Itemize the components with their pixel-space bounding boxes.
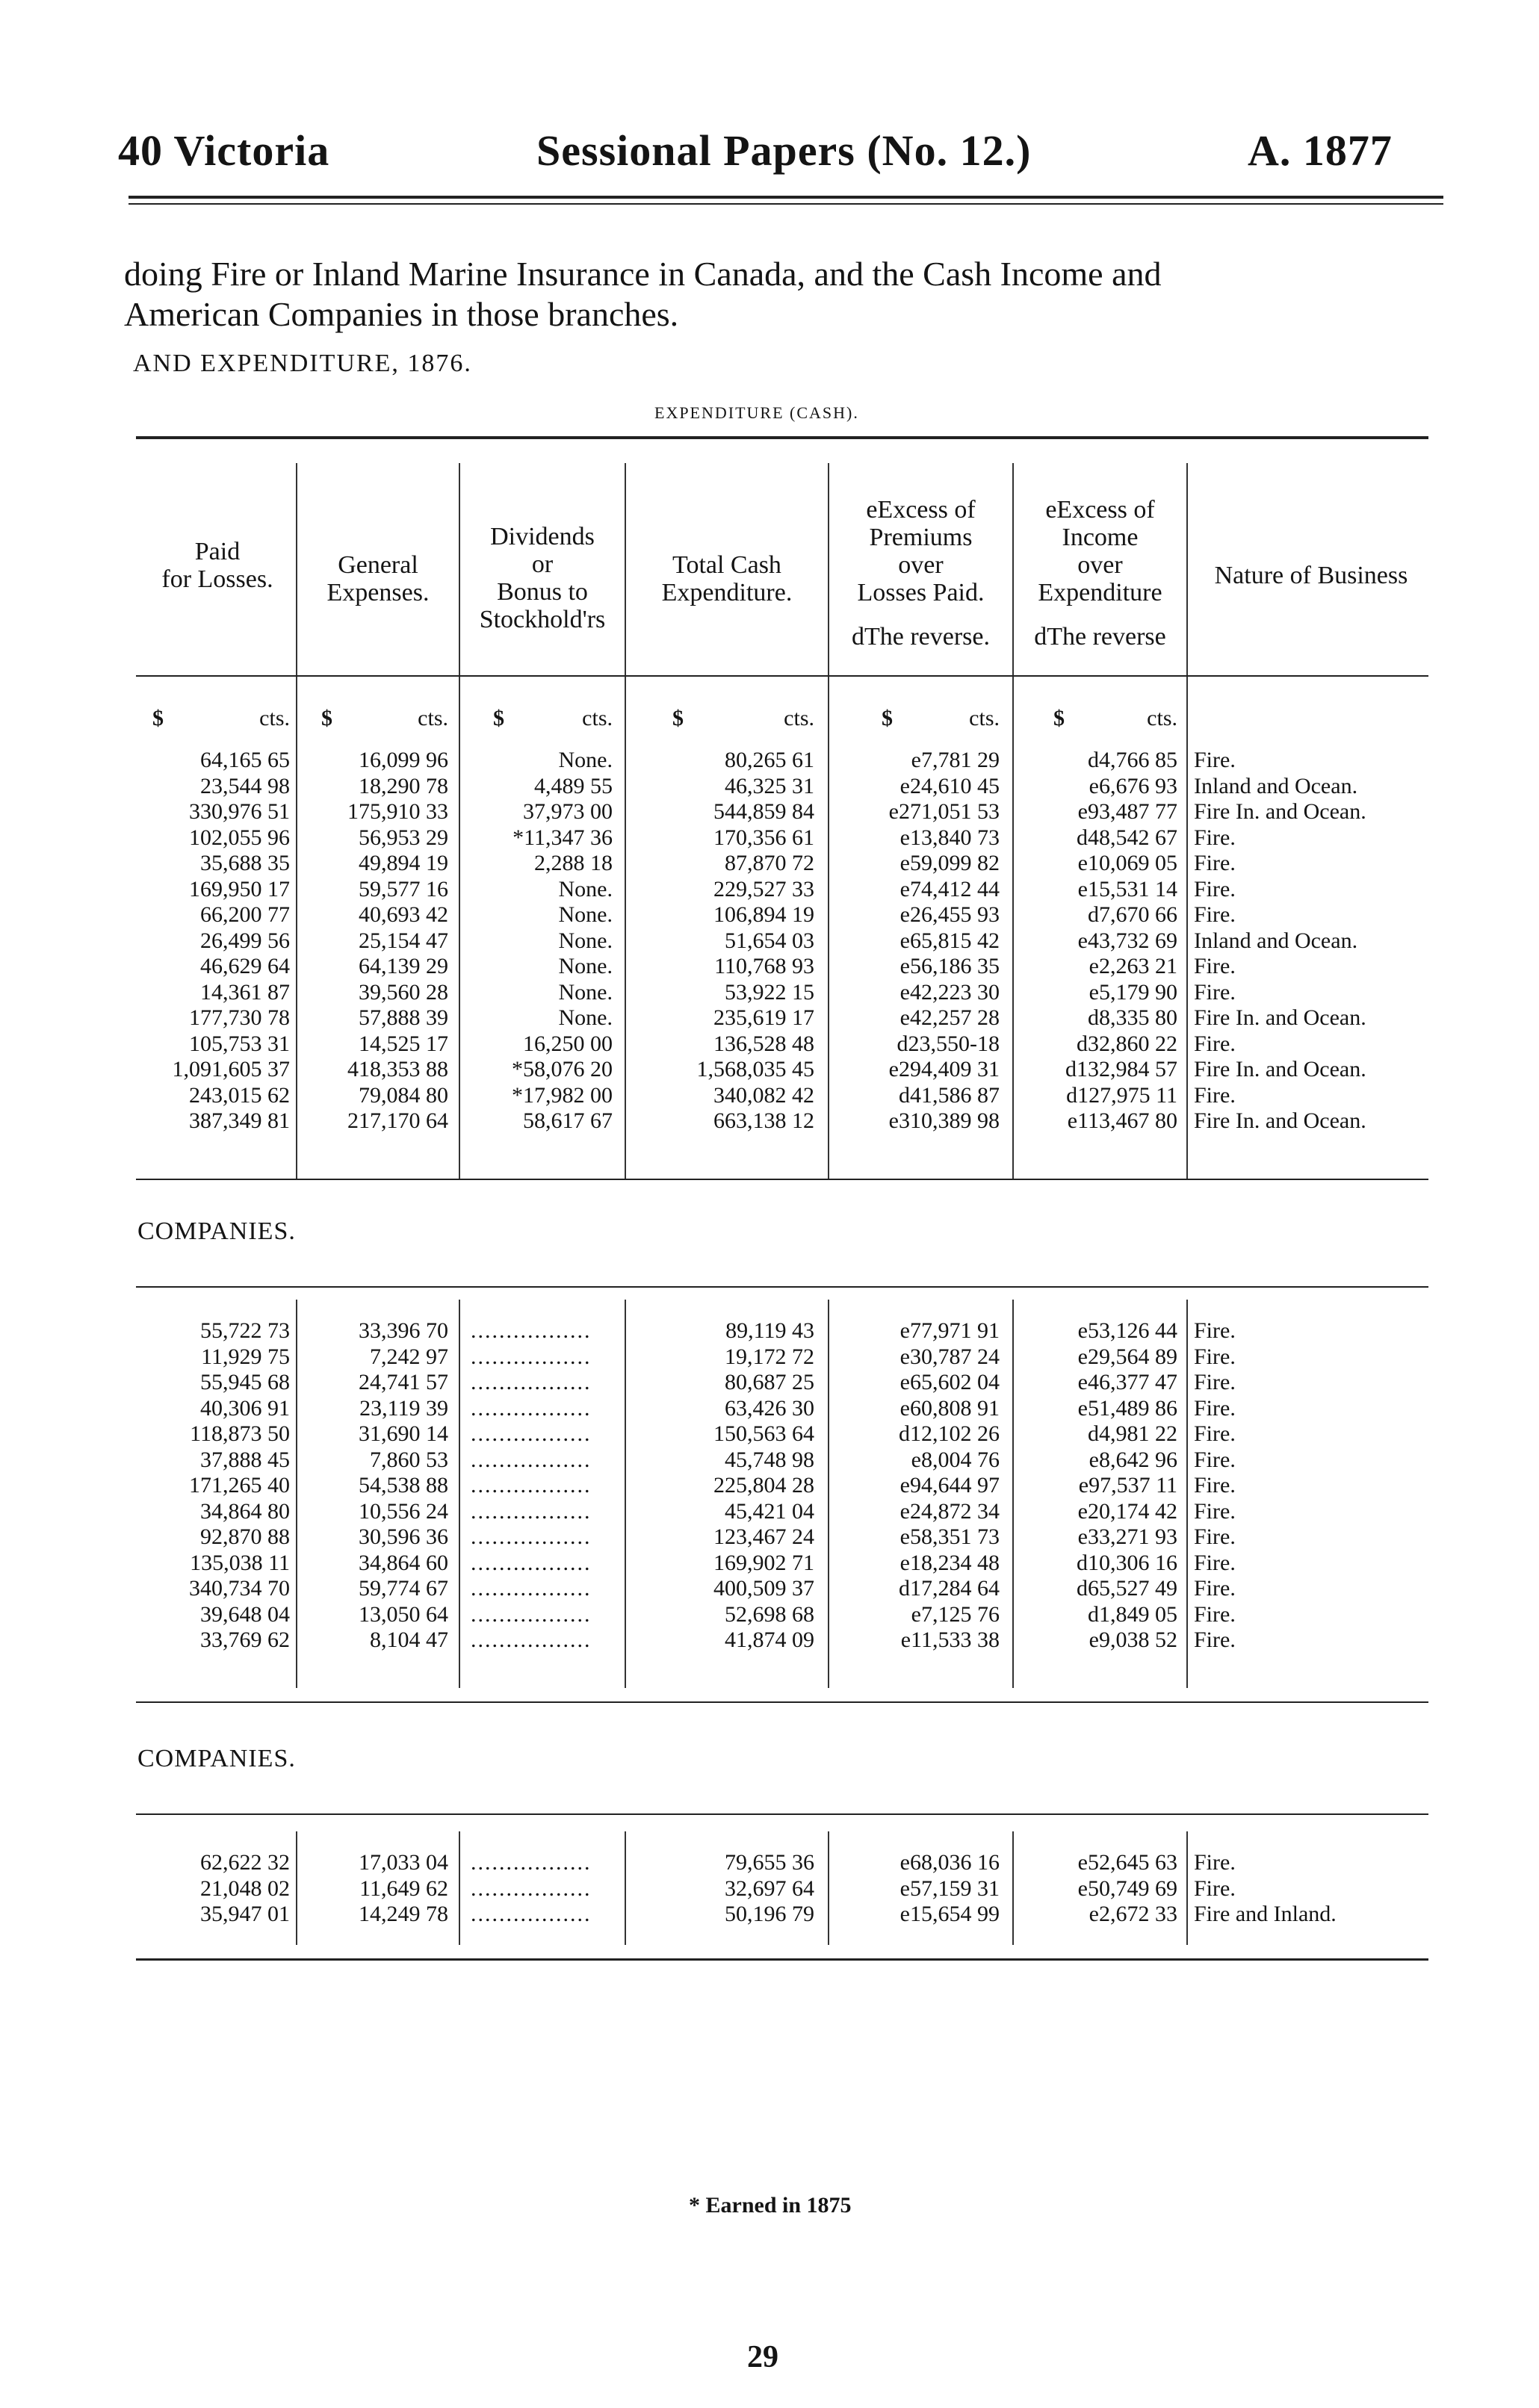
table-cell: Fire.	[1194, 851, 1236, 875]
table-cell: 31,690 14	[359, 1421, 448, 1446]
col-header-text: Premiums	[869, 524, 973, 551]
col-divider-4	[828, 1831, 829, 1945]
table-cell: 330,976 51	[189, 799, 290, 824]
unit-dollar: $	[1053, 706, 1065, 730]
table-cell: 55,722 73	[200, 1318, 290, 1343]
table-cell: 14,249 78	[359, 1902, 448, 1926]
dotted-leader: .................	[471, 1421, 592, 1446]
section-subtitle: AND EXPENDITURE, 1876.	[133, 350, 472, 377]
table-cell: Fire.	[1194, 1370, 1236, 1394]
dotted-leader: .................	[471, 1498, 592, 1524]
table-cell: d17,284 64	[899, 1576, 1000, 1601]
table-cell: 33,396 70	[359, 1318, 448, 1343]
table-cell: 30,596 36	[359, 1524, 448, 1549]
table-cell: 37,888 45	[200, 1447, 290, 1472]
table-cell: 10,556 24	[359, 1498, 448, 1524]
table-cell: 1,091,605 37	[172, 1057, 290, 1082]
table-cell: 59,774 67	[359, 1576, 448, 1601]
table-cell: Fire.	[1194, 1421, 1236, 1446]
table-cell: 17,033 04	[359, 1850, 448, 1875]
table-cell: d65,527 49	[1077, 1576, 1177, 1601]
dotted-leader: .................	[471, 1850, 592, 1875]
table-cell: Fire In. and Ocean.	[1194, 1057, 1366, 1082]
table-cell: Fire.	[1194, 1395, 1236, 1421]
table-cell: e7,125 76	[911, 1601, 1000, 1627]
col-header-text: or	[531, 550, 554, 578]
col-divider-4	[828, 1300, 829, 1688]
table-cell: e11,533 38	[900, 1627, 1000, 1652]
dotted-leader: .................	[471, 1601, 592, 1627]
table-cell: 59,577 16	[359, 876, 448, 902]
col-header-total-cash	[626, 551, 828, 606]
table-cell: e8,642 96	[1089, 1447, 1177, 1472]
table-cell: e93,487 77	[1077, 799, 1177, 824]
table-cell: 18,290 78	[359, 773, 448, 798]
table-cell: e6,676 93	[1089, 773, 1177, 798]
dotted-leader: .................	[471, 1576, 592, 1601]
table-cell: 19,172 72	[725, 1344, 814, 1369]
table-cell: None.	[558, 1005, 613, 1030]
table-cell: *11,347 36	[513, 825, 613, 850]
col-header-text: eExcess of	[866, 496, 976, 524]
col-divider-6	[1186, 1831, 1188, 1945]
table-cell: 32,697 64	[725, 1875, 814, 1901]
col-header-paid-losses	[139, 538, 296, 593]
table-cell: e26,455 93	[899, 902, 1000, 927]
table-cell: d48,542 67	[1077, 825, 1177, 850]
col-header-nature	[1188, 562, 1434, 589]
unit-dollar: $	[152, 706, 164, 730]
col-header-text: over	[898, 551, 944, 579]
intro-line-2: American Companies in those branches.	[124, 295, 679, 333]
col-divider-1	[296, 1300, 297, 1688]
table-cell: Fire.	[1194, 902, 1236, 927]
table-cell: e9,038 52	[1089, 1627, 1177, 1652]
col-header-text: Total Cash	[672, 551, 781, 579]
table-cell: 26,499 56	[200, 928, 290, 953]
table-cell: *58,076 20	[512, 1057, 613, 1082]
table-cell: e310,389 98	[888, 1108, 1000, 1133]
col-header-text: Paid	[194, 538, 241, 565]
table-cell: 110,768 93	[714, 954, 814, 978]
col-header-text: eExcess of	[1045, 496, 1155, 524]
col-divider-2	[459, 1831, 460, 1945]
table-cell: 177,730 78	[189, 1005, 290, 1030]
col-header-text: over	[1077, 551, 1123, 579]
table-cell: Fire.	[1194, 1524, 1236, 1549]
table-cell: e5,179 90	[1089, 979, 1177, 1005]
table-cell: 21,048 02	[200, 1875, 290, 1901]
table-cell: e24,610 45	[899, 773, 1000, 798]
col-header-text: Stockhold'rs	[479, 606, 606, 633]
table-cell: d4,766 85	[1088, 748, 1177, 772]
col-header-text: Expenditure	[1038, 579, 1162, 606]
table-cell: 80,687 25	[725, 1370, 814, 1394]
table-cell: 37,973 00	[523, 799, 613, 824]
unit-dollar: $	[672, 706, 684, 730]
table-cell: Fire.	[1194, 748, 1236, 772]
header-divider-rule	[136, 675, 1428, 677]
table-cell: 92,870 88	[200, 1524, 290, 1549]
dotted-leader: .................	[471, 1902, 592, 1926]
table-cell: e60,808 91	[899, 1395, 1000, 1421]
table-cell: 136,528 48	[713, 1031, 814, 1056]
table-cell: 11,929 75	[201, 1344, 290, 1369]
table-cell: 80,265 61	[725, 748, 814, 772]
table-cell: e15,531 14	[1077, 876, 1177, 902]
table-cell: e7,781 29	[911, 748, 1000, 772]
table-cell: e30,787 24	[899, 1344, 1000, 1369]
table-cell: Fire.	[1194, 1627, 1236, 1652]
table-cell: e65,815 42	[899, 928, 1000, 953]
unit-dollar: $	[882, 706, 893, 730]
section-1-bottom-rule	[136, 1179, 1428, 1180]
table-cell: Fire.	[1194, 954, 1236, 978]
col-divider-5	[1012, 1831, 1014, 1945]
table-cell: Inland and Ocean.	[1194, 773, 1358, 798]
table-cell: 150,563 64	[713, 1421, 814, 1446]
table-cell: 58,617 67	[523, 1108, 613, 1133]
table-cell: e59,099 82	[899, 851, 1000, 875]
section-3-label: COMPANIES.	[137, 1745, 296, 1772]
table-cell: 50,196 79	[725, 1902, 814, 1926]
table-cell: Fire.	[1194, 825, 1236, 850]
table-cell: e24,872 34	[899, 1498, 1000, 1524]
table-cell: e57,159 31	[899, 1875, 1000, 1901]
table-cell: 35,947 01	[200, 1902, 290, 1926]
col-header-text: Dividends	[490, 523, 595, 550]
table-cell: 23,544 98	[200, 773, 290, 798]
col-divider-2	[459, 1300, 460, 1688]
table-cell: Fire.	[1194, 876, 1236, 902]
table-cell: 34,864 60	[359, 1550, 448, 1575]
table-cell: 79,655 36	[725, 1850, 814, 1875]
col-divider-3	[625, 1831, 626, 1945]
section-2-top-rule	[136, 1286, 1428, 1288]
col-header-text: for Losses.	[161, 565, 273, 593]
table-cell: e58,351 73	[899, 1524, 1000, 1549]
table-top-rule	[136, 436, 1428, 439]
table-cell: 14,525 17	[359, 1031, 448, 1056]
table-cell: Fire and Inland.	[1194, 1902, 1337, 1926]
unit-cents: cts.	[418, 706, 448, 730]
table-cell: 49,894 19	[359, 851, 448, 875]
table-cell: 16,250 00	[523, 1031, 613, 1056]
table-cell: 57,888 39	[359, 1005, 448, 1030]
dotted-leader: .................	[471, 1524, 592, 1549]
unit-dollar: $	[493, 706, 504, 730]
col-header-text: dThe reverse.	[851, 623, 990, 651]
table-cell: 105,753 31	[189, 1031, 290, 1056]
table-cell: 225,804 28	[713, 1473, 814, 1498]
table-cell: 7,860 53	[370, 1447, 448, 1472]
col-header-text: Expenses.	[326, 579, 430, 606]
table-cell: e15,654 99	[899, 1902, 1000, 1926]
col-divider-1	[296, 1831, 297, 1945]
table-cell: e2,263 21	[1089, 954, 1177, 978]
table-cell: e53,126 44	[1077, 1318, 1177, 1343]
header-left: 40 Victoria	[118, 126, 330, 175]
table-cell: 243,015 62	[189, 1082, 290, 1108]
table-cell: 123,467 24	[713, 1524, 814, 1549]
table-cell: Fire.	[1194, 1601, 1236, 1627]
table-cell: Fire.	[1194, 1473, 1236, 1498]
table-cell: 387,349 81	[189, 1108, 290, 1133]
table-cell: Fire.	[1194, 1550, 1236, 1575]
table-cell: 53,922 15	[725, 979, 814, 1005]
table-cell: 106,894 19	[713, 902, 814, 927]
table-cell: d127,975 11	[1066, 1082, 1177, 1108]
table-cell: 51,654 03	[725, 928, 814, 953]
table-cell: None.	[558, 954, 613, 978]
table-cell: 16,099 96	[359, 748, 448, 772]
table-cell: None.	[558, 748, 613, 772]
table-cell: 7,242 97	[370, 1344, 448, 1369]
intro-line-1: doing Fire or Inland Marine Insurance in Canada, and the Cash Income and	[124, 255, 1162, 293]
table-cell: None.	[558, 902, 613, 927]
table-cell: e33,271 93	[1077, 1524, 1177, 1549]
table-cell: 135,038 11	[190, 1550, 290, 1575]
table-cell: 118,873 50	[190, 1421, 290, 1446]
table-cell: 229,527 33	[713, 876, 814, 902]
table-cell: Fire.	[1194, 1031, 1236, 1056]
dotted-leader: .................	[471, 1473, 592, 1498]
col-header-text: Nature of Business	[1214, 562, 1408, 589]
unit-cents: cts.	[969, 706, 1000, 730]
table-cell: d12,102 26	[899, 1421, 1000, 1446]
table-cell: Inland and Ocean.	[1194, 928, 1358, 953]
table-cell: 400,509 37	[713, 1576, 814, 1601]
table-cell: Fire.	[1194, 1082, 1236, 1108]
table-cell: 1,568,035 45	[696, 1057, 814, 1082]
col-divider-6	[1186, 1300, 1188, 1688]
table-cell: 54,538 88	[359, 1473, 448, 1498]
table-cell: 63,426 30	[725, 1395, 814, 1421]
table-cell: d32,860 22	[1077, 1031, 1177, 1056]
table-cell: e56,186 35	[899, 954, 1000, 978]
table-cell: d41,586 87	[899, 1082, 1000, 1108]
table-cell: 56,953 29	[359, 825, 448, 850]
table-cell: 40,693 42	[359, 902, 448, 927]
table-cell: 170,356 61	[713, 825, 814, 850]
table-cell: Fire.	[1194, 1875, 1236, 1901]
table-cell: 40,306 91	[200, 1395, 290, 1421]
table-cell: 89,119 43	[725, 1318, 814, 1343]
col-header-excess-premiums	[829, 496, 1012, 651]
table-cell: d8,335 80	[1088, 1005, 1177, 1030]
table-cell: 14,361 87	[200, 979, 290, 1005]
table-cell: 79,084 80	[359, 1082, 448, 1108]
table-cell: Fire.	[1194, 1576, 1236, 1601]
table-cell: 45,748 98	[725, 1447, 814, 1472]
table-cell: e2,672 33	[1089, 1902, 1177, 1926]
table-cell: d132,984 57	[1065, 1057, 1177, 1082]
table-cell: 34,864 80	[200, 1498, 290, 1524]
unit-cents: cts.	[259, 706, 290, 730]
table-cell: d10,306 16	[1077, 1550, 1177, 1575]
section-3-top-rule	[136, 1813, 1428, 1815]
dotted-leader: .................	[471, 1875, 592, 1901]
unit-cents: cts.	[784, 706, 814, 730]
table-cell: e13,840 73	[899, 825, 1000, 850]
dotted-leader: .................	[471, 1318, 592, 1343]
table-cell: 55,945 68	[200, 1370, 290, 1394]
table-cell: e18,234 48	[899, 1550, 1000, 1575]
header-rule-top	[128, 196, 1443, 199]
table-cell: 102,055 96	[189, 825, 290, 850]
col-divider-5	[1012, 1300, 1014, 1688]
table-cell: 66,200 77	[200, 902, 290, 927]
footnote: * Earned in 1875	[689, 2193, 852, 2218]
table-cell: 235,619 17	[713, 1005, 814, 1030]
table-cell: 2,288 18	[534, 851, 613, 875]
table-cell: e294,409 31	[888, 1057, 1000, 1082]
table-cell: e10,069 05	[1077, 851, 1177, 875]
table-cell: 217,170 64	[347, 1108, 448, 1133]
table-cell: 39,648 04	[200, 1601, 290, 1627]
expenditure-heading: EXPENDITURE (CASH).	[654, 403, 859, 422]
table-cell: 171,265 40	[189, 1473, 290, 1498]
table-cell: d4,981 22	[1088, 1421, 1177, 1446]
table-cell: 33,769 62	[200, 1627, 290, 1652]
table-cell: e77,971 91	[899, 1318, 1000, 1343]
header-rule-bottom	[128, 203, 1443, 205]
table-cell: 13,050 64	[359, 1601, 448, 1627]
table-cell: e65,602 04	[899, 1370, 1000, 1394]
table-cell: 39,560 28	[359, 979, 448, 1005]
page-number: 29	[747, 2340, 778, 2374]
table-cell: e74,412 44	[899, 876, 1000, 902]
table-cell: None.	[558, 979, 613, 1005]
table-cell: e50,749 69	[1077, 1875, 1177, 1901]
section-2-bottom-rule	[136, 1701, 1428, 1703]
table-cell: 544,859 84	[713, 799, 814, 824]
table-cell: Fire.	[1194, 979, 1236, 1005]
table-cell: e20,174 42	[1077, 1498, 1177, 1524]
table-cell: 52,698 68	[725, 1601, 814, 1627]
table-cell: Fire In. and Ocean.	[1194, 1108, 1366, 1133]
dotted-leader: .................	[471, 1395, 592, 1421]
table-cell: 35,688 35	[200, 851, 290, 875]
table-cell: 64,165 65	[200, 748, 290, 772]
table-cell: e52,645 63	[1077, 1850, 1177, 1875]
table-cell: 64,139 29	[359, 954, 448, 978]
dotted-leader: .................	[471, 1344, 592, 1369]
table-cell: Fire.	[1194, 1318, 1236, 1343]
table-cell: d1,849 05	[1088, 1601, 1177, 1627]
section-3-bottom-rule	[136, 1958, 1428, 1961]
table-cell: e97,537 11	[1078, 1473, 1177, 1498]
table-cell: Fire.	[1194, 1344, 1236, 1369]
unit-cents: cts.	[1147, 706, 1177, 730]
col-header-text: Expenditure.	[661, 579, 793, 606]
col-header-text: Bonus to	[497, 578, 588, 606]
unit-cents: cts.	[582, 706, 613, 730]
section-2-label: COMPANIES.	[137, 1217, 296, 1245]
col-divider-3	[625, 1300, 626, 1688]
table-cell: e113,467 80	[1067, 1108, 1177, 1133]
col-header-general-expenses	[297, 551, 459, 606]
dotted-leader: .................	[471, 1447, 592, 1472]
table-cell: Fire In. and Ocean.	[1194, 1005, 1366, 1030]
col-header-dividends	[460, 523, 625, 633]
col-header-excess-income	[1014, 496, 1186, 651]
table-cell: None.	[558, 876, 613, 902]
unit-dollar: $	[321, 706, 332, 730]
col-header-text: General	[338, 551, 418, 579]
dotted-leader: .................	[471, 1550, 592, 1575]
table-cell: 46,325 31	[725, 773, 814, 798]
table-cell: Fire.	[1194, 1498, 1236, 1524]
table-cell: d23,550-18	[897, 1031, 1000, 1056]
table-cell: Fire In. and Ocean.	[1194, 799, 1366, 824]
table-cell: 24,741 57	[359, 1370, 448, 1394]
table-cell: e68,036 16	[899, 1850, 1000, 1875]
table-cell: 175,910 33	[347, 799, 448, 824]
table-cell: None.	[558, 928, 613, 953]
table-cell: 23,119 39	[359, 1395, 448, 1421]
table-cell: 418,353 88	[347, 1057, 448, 1082]
table-cell: e42,257 28	[899, 1005, 1000, 1030]
table-cell: 45,421 04	[725, 1498, 814, 1524]
table-cell: 340,734 70	[189, 1576, 290, 1601]
table-cell: e43,732 69	[1077, 928, 1177, 953]
table-cell: e51,489 86	[1077, 1395, 1177, 1421]
table-cell: e46,377 47	[1077, 1370, 1177, 1394]
col-header-text: Losses Paid.	[857, 579, 985, 606]
table-cell: 340,082 42	[713, 1082, 814, 1108]
table-cell: e271,051 53	[888, 799, 1000, 824]
table-cell: *17,982 00	[512, 1082, 613, 1108]
table-cell: 8,104 47	[370, 1627, 448, 1652]
table-cell: d7,670 66	[1088, 902, 1177, 927]
table-cell: e8,004 76	[911, 1447, 1000, 1472]
table-cell: e42,223 30	[899, 979, 1000, 1005]
col-header-text: Income	[1062, 524, 1139, 551]
header-center: Sessional Papers (No. 12.)	[536, 126, 1032, 175]
table-cell: 169,950 17	[189, 876, 290, 902]
table-cell: 169,902 71	[713, 1550, 814, 1575]
table-cell: e29,564 89	[1077, 1344, 1177, 1369]
table-cell: 25,154 47	[359, 928, 448, 953]
table-cell: 87,870 72	[725, 851, 814, 875]
table-cell: 663,138 12	[713, 1108, 814, 1133]
table-cell: 41,874 09	[725, 1627, 814, 1652]
header-right: A. 1877	[1248, 126, 1393, 175]
dotted-leader: .................	[471, 1370, 592, 1394]
dotted-leader: .................	[471, 1627, 592, 1652]
table-cell: 4,489 55	[534, 773, 613, 798]
table-cell: 11,649 62	[359, 1875, 448, 1901]
table-cell: Fire.	[1194, 1850, 1236, 1875]
table-cell: 62,622 32	[200, 1850, 290, 1875]
table-cell: e94,644 97	[899, 1473, 1000, 1498]
table-cell: Fire.	[1194, 1447, 1236, 1472]
col-header-text: dThe reverse	[1034, 623, 1166, 651]
table-cell: 46,629 64	[200, 954, 290, 978]
